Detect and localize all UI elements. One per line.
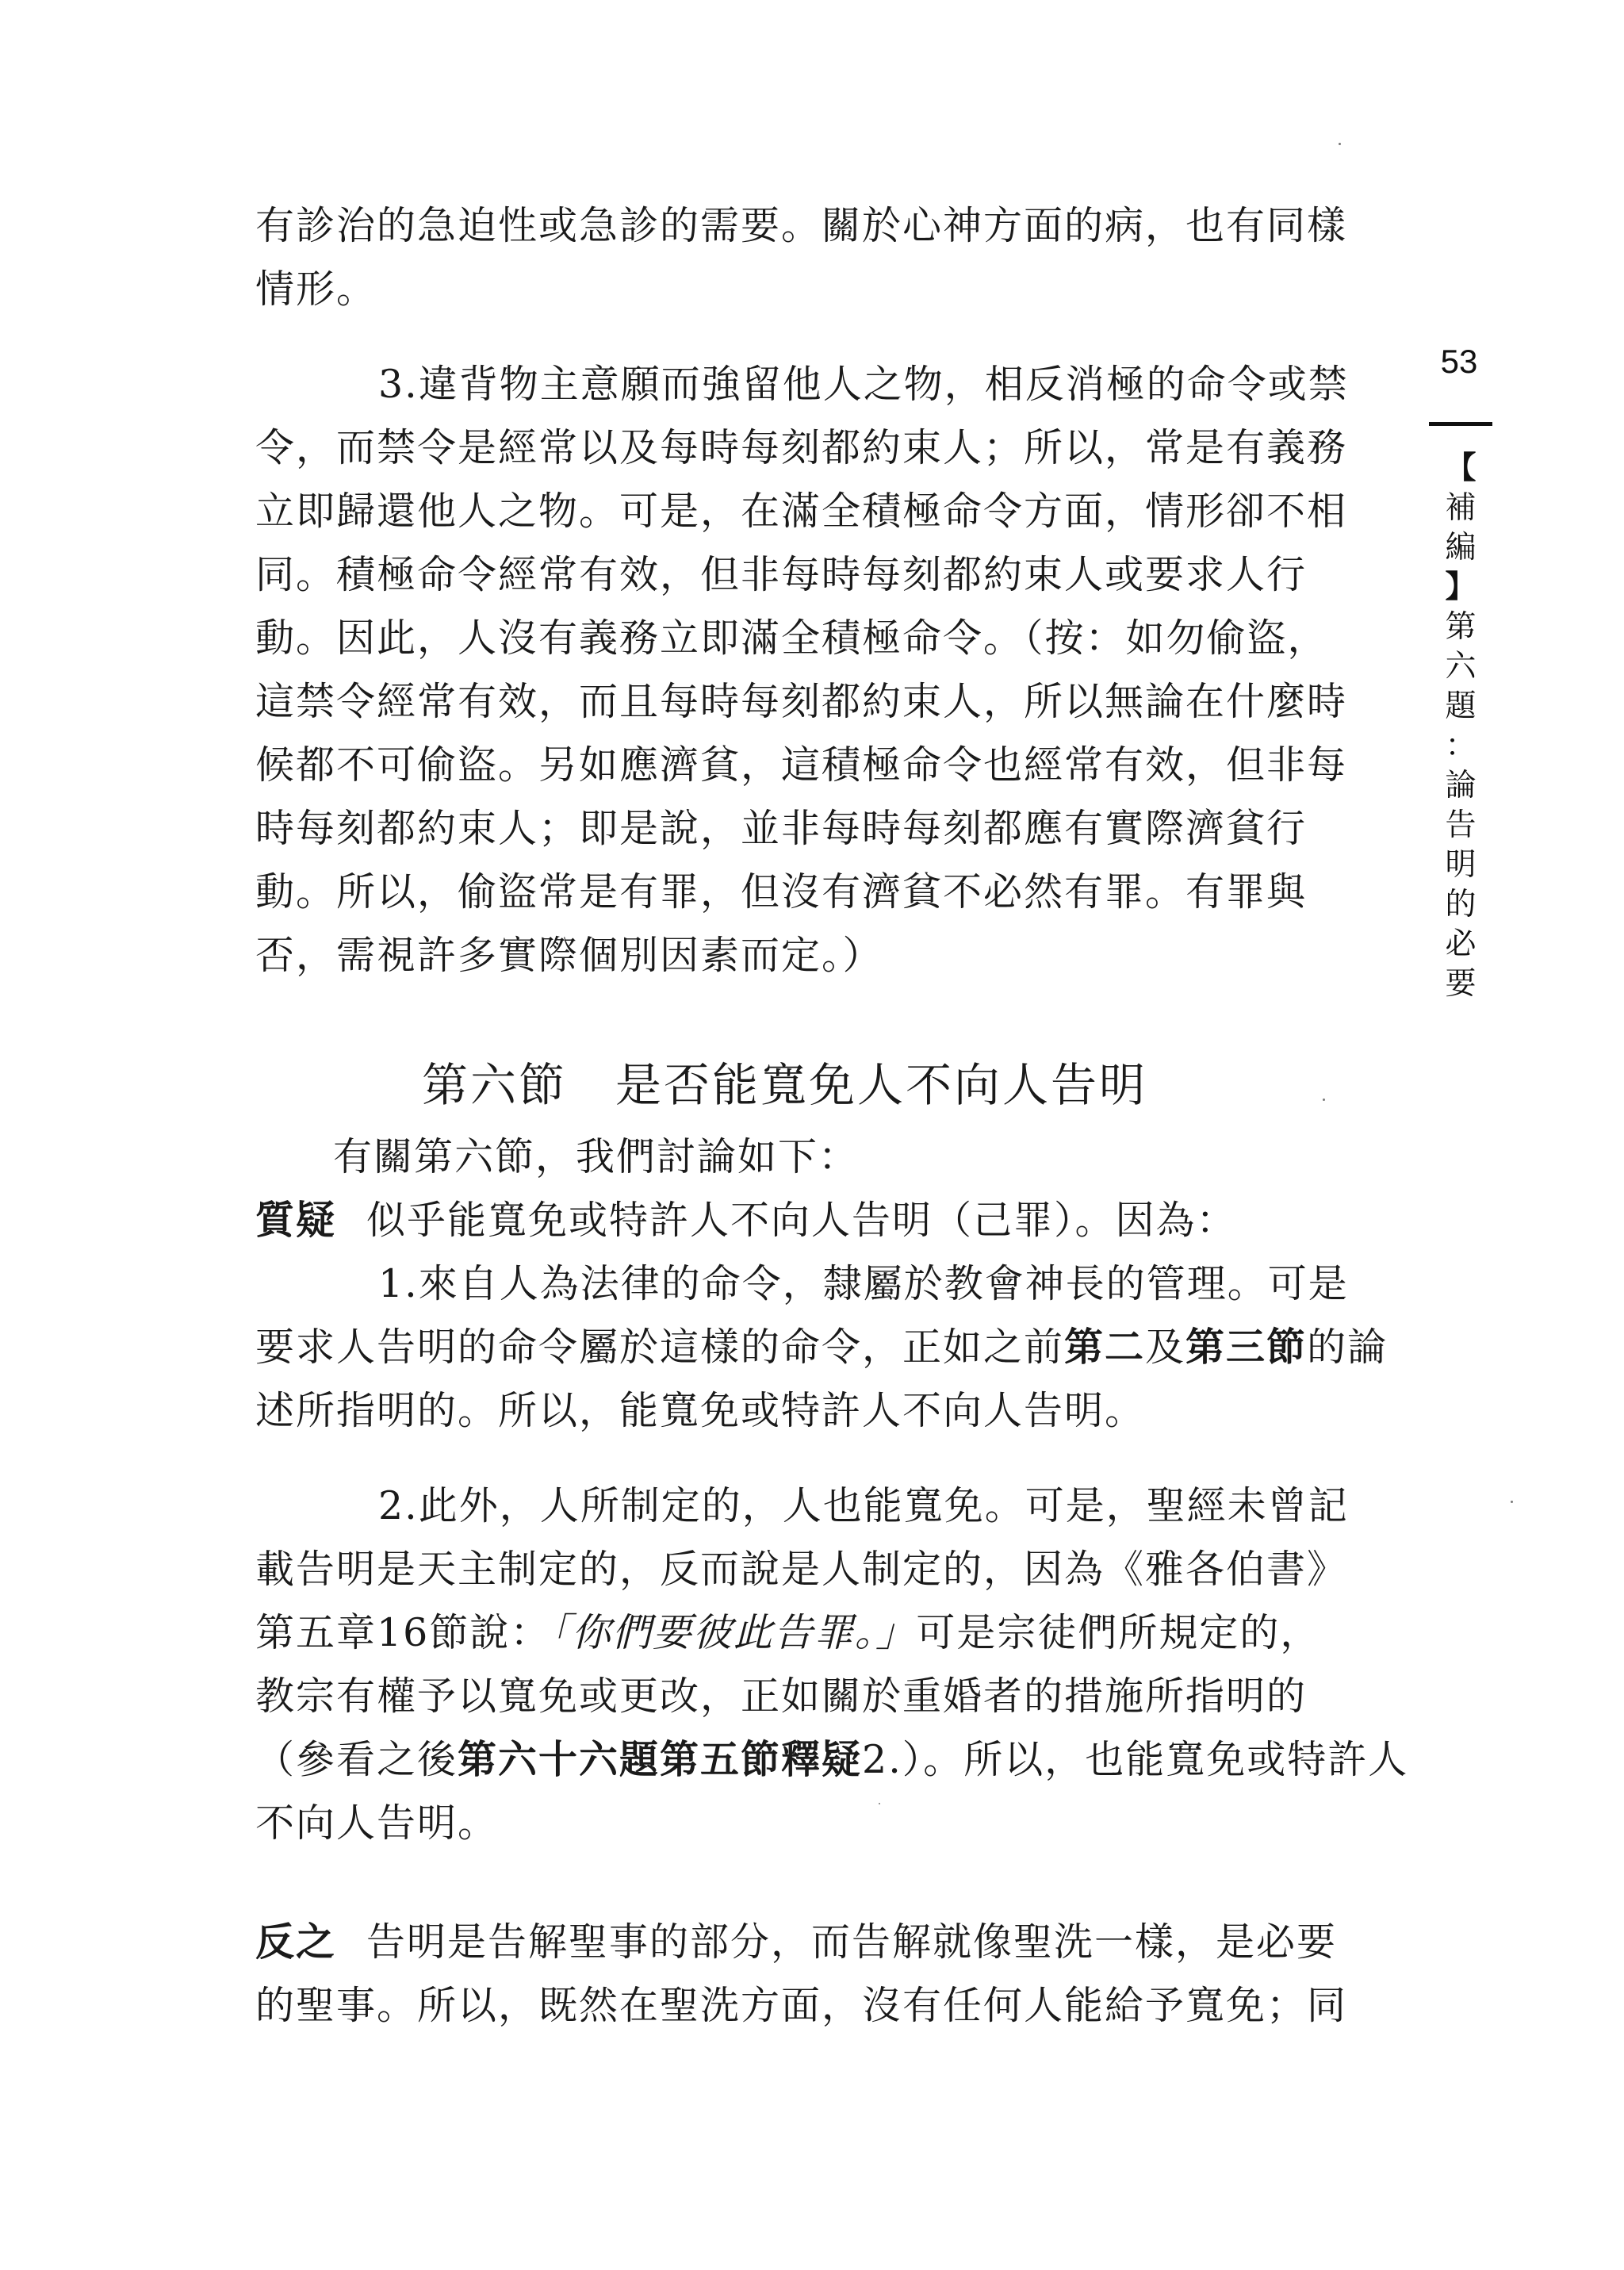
text-line: 情形。 [255, 266, 377, 312]
text-span: 第五章16節說： [255, 1610, 551, 1655]
body-text [255, 194, 1409, 2038]
text-line: 動。所以，偷盜常是有罪，但沒有濟貧不必然有罪。有罪與 [255, 869, 1308, 915]
running-header-char: 第 [1445, 609, 1477, 645]
scan-speck [1511, 1501, 1513, 1503]
running-header-char: 【 [1445, 451, 1477, 486]
page-number-rule [1429, 422, 1492, 426]
text-line: 這禁令經常有效，而且每時每刻都約束人，所以無論在什麼時 [255, 679, 1348, 724]
running-header-char: 的 [1445, 887, 1477, 922]
running-header-char: 要 [1445, 966, 1477, 1002]
text-line: 教宗有權予以寬免或更改，正如關於重婚者的措施所指明的 [255, 1674, 1308, 1719]
running-header-char: 】 [1445, 569, 1477, 605]
text-line: 同。積極命令經常有效，但非每時每刻都約束人或要求人行 [255, 552, 1308, 597]
scan-speck [1339, 143, 1341, 145]
text-line [255, 1316, 1388, 1379]
objection-text: 似乎能寬免或特許人不向人告明（己罪）。因為： [366, 1198, 1237, 1243]
objection-label: 質疑 [255, 1198, 337, 1243]
cross-reference: 第二 [1064, 1325, 1146, 1370]
text-span: 要求人告明的命令屬於這樣的命令，正如之前 [255, 1325, 1065, 1370]
text-line: 時每刻都約束人；即是說，並非每時每刻都應有實際濟貧行 [255, 806, 1308, 851]
running-header [1442, 449, 1480, 1004]
text-line: 不向人告明。 [255, 1800, 499, 1846]
text-line: 令，而禁令是經常以及每時每刻都約束人；所以，常是有義務 [255, 425, 1348, 470]
text-span: 的論 [1307, 1325, 1388, 1370]
text-line [255, 1728, 1409, 1792]
section-heading: 第六節 是否能寬免人不向人告明 [421, 1058, 1147, 1112]
running-header-char: 六 [1445, 649, 1477, 684]
text-span: 及 [1145, 1325, 1186, 1370]
running-header-char: 補 [1445, 490, 1477, 526]
cross-reference: 第六十六題第五節釋疑 [458, 1737, 863, 1782]
cross-reference: 第三節 [1185, 1325, 1308, 1370]
scan-speck [879, 1803, 880, 1804]
section-intro: 有關第六節，我們討論如下： [333, 1134, 860, 1179]
contrary-label: 反之 [255, 1919, 337, 1965]
text-span: 可是宗徒們所規定的， [916, 1610, 1321, 1655]
text-line [255, 1601, 1369, 1665]
text-line: 動。因此，人沒有義務立即滿全積極命令。（按：如勿偷盜， [255, 615, 1328, 661]
page-number: 53 [1440, 343, 1478, 380]
text-line: 述所指明的。所以，能寬免或特許人不向人告明。 [255, 1388, 1146, 1433]
text-span: （參看之後 [255, 1737, 458, 1782]
running-header-char: 告 [1445, 807, 1477, 843]
running-header-char: 編 [1445, 530, 1477, 566]
running-header-char: ： [1445, 728, 1477, 764]
running-header-char: 必 [1445, 926, 1477, 962]
contrary-text: 告明是告解聖事的部分，而告解就像聖洗一樣，是必要 [366, 1919, 1338, 1965]
text-line: 立即歸還他人之物。可是，在滿全積極命令方面，情形卻不相 [255, 489, 1348, 534]
scan-speck [1323, 1099, 1325, 1101]
text-line: 1.來自人為法律的命令，隸屬於教會神長的管理。可是 [378, 1261, 1349, 1306]
text-line: 3.違背物主意願而強留他人之物，相反消極的命令或禁 [378, 362, 1349, 407]
running-header-char: 明 [1445, 847, 1477, 883]
text-line: 的聖事。所以，既然在聖洗方面，沒有任何人能給予寬免；同 [255, 1983, 1348, 2028]
text-line: 2.此外，人所制定的，人也能寬免。可是，聖經未曾記 [378, 1483, 1349, 1528]
running-header-char: 論 [1445, 768, 1477, 803]
contrary-line [255, 1911, 1369, 1974]
text-line: 有診治的急迫性或急診的需要。關於心神方面的病，也有同樣 [255, 203, 1348, 248]
text-line: 載告明是天主制定的，反而說是人制定的，因為《雅各伯書》 [255, 1547, 1348, 1592]
text-span: 2.）。所以，也能寬免或特許人 [862, 1737, 1409, 1782]
text-line: 候都不可偷盜。另如應濟貧，這積極命令也經常有效，但非每 [255, 742, 1348, 788]
objection-line [255, 1189, 1369, 1252]
scripture-quote: 「你們要彼此告罪。」 [550, 1610, 917, 1655]
running-header-char: 題 [1445, 688, 1477, 724]
text-line: 否，需視許多實際個別因素而定。） [255, 933, 883, 978]
